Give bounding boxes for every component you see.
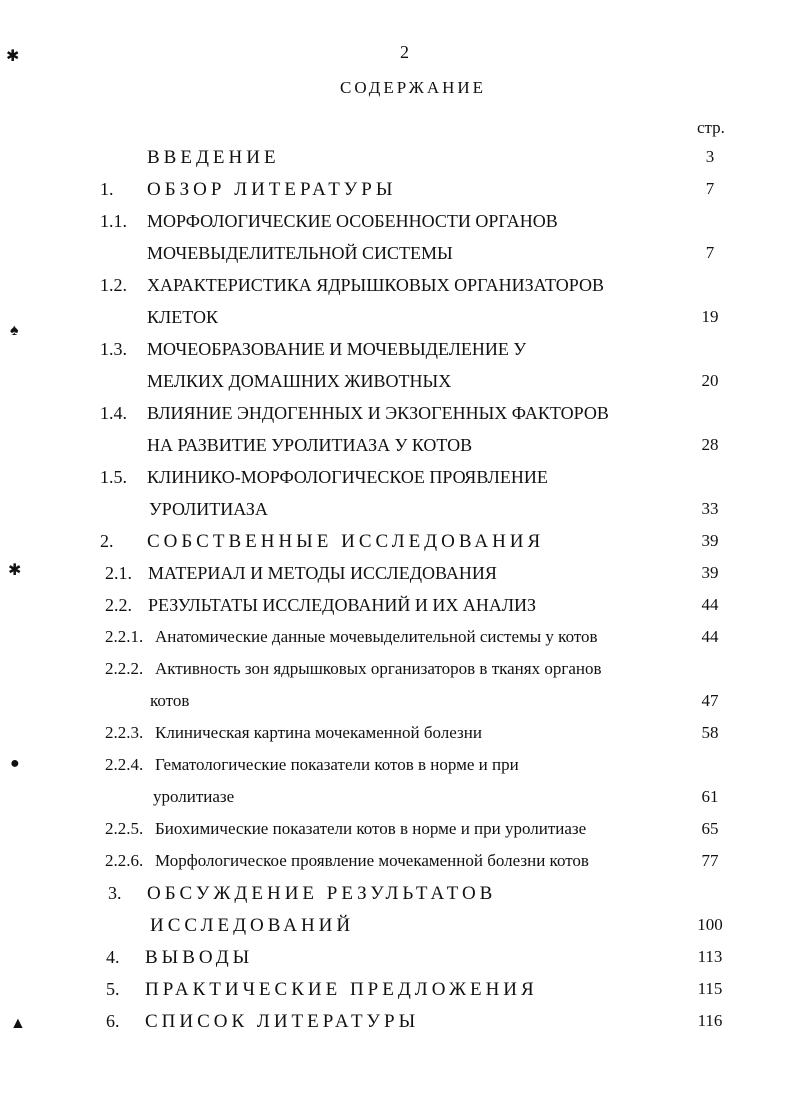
toc-entry-page: 100 xyxy=(697,915,723,934)
toc-entry-page: 115 xyxy=(697,979,723,998)
toc-entry-number: 1.3. xyxy=(100,339,127,359)
page-column-header: стр. xyxy=(697,118,725,137)
toc-entry-number: 2.2.3. xyxy=(105,723,144,742)
toc-entry-page: 19 xyxy=(701,307,719,326)
toc-entry xyxy=(0,243,800,273)
toc-entry-page: 58 xyxy=(701,723,719,742)
toc-entry-page: 39 xyxy=(701,563,719,582)
page-title: СОДЕРЖАНИЕ xyxy=(340,78,487,97)
toc-entry-page: 47 xyxy=(701,691,719,710)
toc-entry xyxy=(0,499,800,529)
toc-entry-number: 1.1. xyxy=(100,211,127,231)
toc-entry-page: 44 xyxy=(701,627,719,646)
toc-entry-number: 2.1. xyxy=(105,563,132,583)
toc-entry-title: ИССЛЕДОВАНИЙ xyxy=(150,915,355,936)
toc-entry-title: СПИСОК ЛИТЕРАТУРЫ xyxy=(145,1011,420,1032)
toc-entry xyxy=(0,211,800,241)
scan-speck-icon: ▲ xyxy=(10,1015,26,1032)
toc-entry-title: Активность зон ядрышковых организаторов в тканях органов xyxy=(155,659,602,678)
scan-speck-icon: ✱ xyxy=(8,562,22,579)
toc-entry xyxy=(0,979,800,1009)
toc-entry-page: 33 xyxy=(701,499,719,518)
toc-entry-page: 28 xyxy=(701,435,719,454)
toc-entry xyxy=(0,1011,800,1041)
toc-entry-title: КЛИНИКО-МОРФОЛОГИЧЕСКОЕ ПРОЯВЛЕНИЕ xyxy=(147,467,548,487)
toc-entry xyxy=(0,435,800,465)
toc-entry-number: 2.2.6. xyxy=(105,851,144,870)
toc-entry-title: Гематологические показатели котов в норме и при xyxy=(155,755,519,774)
toc-entry-page: 7 xyxy=(705,243,715,262)
toc-entry xyxy=(0,531,800,561)
toc-entry-number: 3. xyxy=(108,883,122,903)
toc-entry-number: 5. xyxy=(106,979,120,999)
toc-entry-number: 1.4. xyxy=(100,403,127,423)
toc-entry-number: 2. xyxy=(100,531,114,551)
toc-entry xyxy=(0,851,800,881)
toc-entry xyxy=(0,659,800,689)
toc-entry xyxy=(0,691,800,721)
toc-entry-title: ВВЕДЕНИЕ xyxy=(147,147,280,168)
toc-entry-title: НА РАЗВИТИЕ УРОЛИТИАЗА У КОТОВ xyxy=(147,435,473,455)
toc-entry-number: 4. xyxy=(106,947,120,967)
toc-entry-title: ОБСУЖДЕНИЕ РЕЗУЛЬТАТОВ xyxy=(147,883,497,904)
toc-entry-title: РЕЗУЛЬТАТЫ ИССЛЕДОВАНИЙ И ИХ АНАЛИЗ xyxy=(148,595,537,615)
toc-entry-title: ХАРАКТЕРИСТИКА ЯДРЫШКОВЫХ ОРГАНИЗАТОРОВ xyxy=(147,275,605,295)
toc-entry-page: 61 xyxy=(701,787,719,806)
toc-entry-number: 1.2. xyxy=(100,275,127,295)
toc-entry-title: МОЧЕОБРАЗОВАНИЕ И МОЧЕВЫДЕЛЕНИЕ У xyxy=(147,339,527,359)
toc-entry xyxy=(0,403,800,433)
toc-entry xyxy=(0,371,800,401)
toc-entry-number: 1.5. xyxy=(100,467,127,487)
toc-entry xyxy=(0,883,800,913)
toc-entry xyxy=(0,563,800,593)
toc-entry-page: 116 xyxy=(697,1011,723,1030)
toc-entry-number: 6. xyxy=(106,1011,120,1031)
toc-entry-number: 2.2.4. xyxy=(105,755,144,774)
toc-entry xyxy=(0,147,800,177)
toc-entry xyxy=(0,755,800,785)
toc-entry-title: МЕЛКИХ ДОМАШНИХ ЖИВОТНЫХ xyxy=(147,371,452,391)
toc-entry-title: ВЛИЯНИЕ ЭНДОГЕННЫХ И ЭКЗОГЕННЫХ ФАКТОРОВ xyxy=(147,403,609,423)
toc-entry xyxy=(0,275,800,305)
toc-entry-title: СОБСТВЕННЫЕ ИССЛЕДОВАНИЯ xyxy=(147,531,545,552)
toc-entry xyxy=(0,595,800,625)
toc-entry xyxy=(0,467,800,497)
toc-entry-title: КЛЕТОК xyxy=(147,307,218,327)
toc-entry xyxy=(0,339,800,369)
toc-entry-title: МАТЕРИАЛ И МЕТОДЫ ИССЛЕДОВАНИЯ xyxy=(148,563,497,583)
scan-speck-icon: ✱ xyxy=(6,48,20,65)
toc-entry-title: УРОЛИТИАЗА xyxy=(149,499,268,519)
toc-entry-title: МОРФОЛОГИЧЕСКИЕ ОСОБЕННОСТИ ОРГАНОВ xyxy=(147,211,558,231)
toc-entry-page: 7 xyxy=(705,179,715,198)
toc-entry-title: МОЧЕВЫДЕЛИТЕЛЬНОЙ СИСТЕМЫ xyxy=(147,243,453,263)
toc-entry-title: ВЫВОДЫ xyxy=(145,947,254,968)
scan-speck-icon: ♠ xyxy=(10,322,19,339)
toc-entry xyxy=(0,179,800,209)
toc-entry xyxy=(0,787,800,817)
toc-entry xyxy=(0,819,800,849)
toc-entry xyxy=(0,915,800,945)
toc-entry xyxy=(0,307,800,337)
toc-entry-page: 20 xyxy=(701,371,719,390)
toc-entry xyxy=(0,947,800,977)
toc-entry-title: ПРАКТИЧЕСКИЕ ПРЕДЛОЖЕНИЯ xyxy=(145,979,538,1000)
toc-entry-title: уролитиазе xyxy=(153,787,235,806)
toc-entry-number: 2.2. xyxy=(105,595,132,615)
toc-entry xyxy=(0,627,800,657)
toc-entry-title: Морфологическое проявление мочекаменной болезни котов xyxy=(155,851,589,870)
toc-entry-number: 2.2.2. xyxy=(105,659,144,678)
toc-entry-number: 2.2.5. xyxy=(105,819,144,838)
scan-speck-icon: ● xyxy=(10,755,20,772)
toc-entry-page: 3 xyxy=(705,147,715,166)
toc-entry-title: Клиническая картина мочекаменной болезни xyxy=(155,723,482,742)
toc-entry-title: Биохимические показатели котов в норме и при уролитиазе xyxy=(155,819,587,838)
toc-entry-number: 1. xyxy=(100,179,114,199)
toc-entry-page: 65 xyxy=(701,819,719,838)
toc-entry-title: котов xyxy=(150,691,190,710)
toc-entry-title: ОБЗОР ЛИТЕРАТУРЫ xyxy=(147,179,397,200)
toc-entry-number: 2.2.1. xyxy=(105,627,144,646)
toc-entry-page: 113 xyxy=(697,947,723,966)
toc-entry-page: 44 xyxy=(701,595,719,614)
toc-entry xyxy=(0,723,800,753)
page-number: 2 xyxy=(400,42,409,62)
toc-entry-title: Анатомические данные мочевыделительной системы у котов xyxy=(155,627,598,646)
toc-entry-page: 77 xyxy=(701,851,719,870)
toc-entry-page: 39 xyxy=(701,531,719,550)
